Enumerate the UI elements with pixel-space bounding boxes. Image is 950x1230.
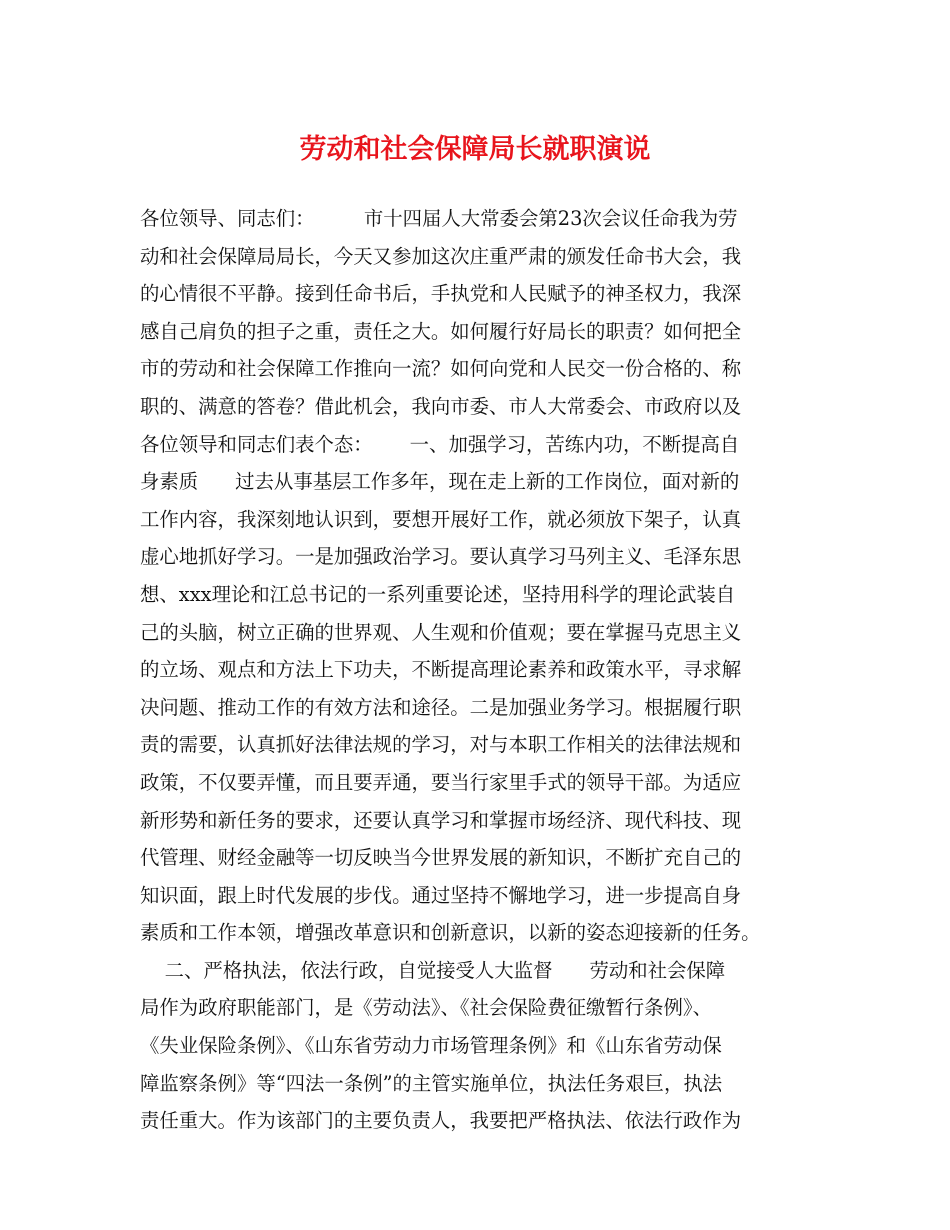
- body-line: 素质和工作本领，增强改革意识和创新意识，以新的姿态迎接新的任务。: [140, 921, 761, 945]
- body-line: 己的头脑，树立正确的世界观、人生观和价值观；要在掌握马克思主义: [140, 620, 742, 644]
- body-line: 感自己肩负的担子之重，责任之大。如何履行好局长的职责？如何把全: [140, 319, 742, 343]
- body-line: 决问题、推动工作的有效方法和途径。二是加强业务学习。根据履行职: [140, 695, 742, 719]
- body-line: 动和社会保障局局长，今天又参加这次庄重严肃的颁发任命书大会，我: [140, 244, 742, 268]
- body-line: 代管理、财经金融等一切反映当今世界发展的新知识，不断扩充自己的: [140, 846, 742, 870]
- body-line: 局作为政府职能部门，是《劳动法》、《社会保险费征缴暂行条例》、: [140, 996, 713, 1020]
- body-line: 虚心地抓好学习。一是加强政治学习。要认真学习马列主义、毛泽东思: [140, 545, 742, 569]
- body-line: 的心情很不平静。接到任命书后，手执党和人民赋予的神圣权力，我深: [140, 282, 742, 306]
- body-line: 责的需要，认真抓好法律法规的学习，对与本职工作相关的法律法规和: [140, 733, 742, 757]
- body-line: 《失业保险条例》、《山东省劳动力市场管理条例》和《山东省劳动保: [140, 1034, 722, 1058]
- body-line: 各位领导、同志们： 市十四届人大常委会第23次会议任命我为劳: [140, 207, 738, 230]
- body-line: 身素质 过去从事基层工作多年，现在走上新的工作岗位，面对新的: [140, 470, 740, 494]
- body-line: 知识面，跟上时代发展的步伐。通过坚持不懈地学习，进一步提高自身: [140, 883, 742, 907]
- body-line: 责任重大。作为该部门的主要负责人，我要把严格执法、依法行政作为: [140, 1109, 742, 1133]
- body-line: 障监察条例》等“四法一条例”的主管实施单位，执法任务艰巨，执法: [140, 1071, 723, 1095]
- body-line: 职的、满意的答卷？借此机会，我向市委、市人大常委会、市政府以及: [140, 394, 742, 418]
- body-line: 的立场、观点和方法上下功夫，不断提高理论素养和政策水平，寻求解: [140, 658, 742, 682]
- document-body: [140, 200, 820, 1140]
- body-line: 想、xxx理论和江总书记的一系列重要论述，坚持用科学的理论武装自: [140, 582, 736, 606]
- body-line: 政策，不仅要弄懂，而且要弄通，要当行家里手式的领导干部。为适应: [140, 770, 742, 794]
- body-line: 各位领导和同志们表个态： 一、加强学习，苦练内功，不断提高自: [140, 432, 740, 456]
- body-line: 二、严格执法，依法行政，自觉接受人大监督 劳动和社会保障: [140, 958, 726, 982]
- body-line: 工作内容，我深刻地认识到，要想开展好工作，就必须放下架子，认真: [140, 507, 742, 531]
- body-line: 新形势和新任务的要求，还要认真学习和掌握市场经济、现代科技、现: [140, 808, 742, 832]
- document-title: 劳动和社会保障局长就职演说: [299, 134, 651, 165]
- body-line: 市的劳动和社会保障工作推向一流？如何向党和人民交一份合格的、称: [140, 357, 742, 381]
